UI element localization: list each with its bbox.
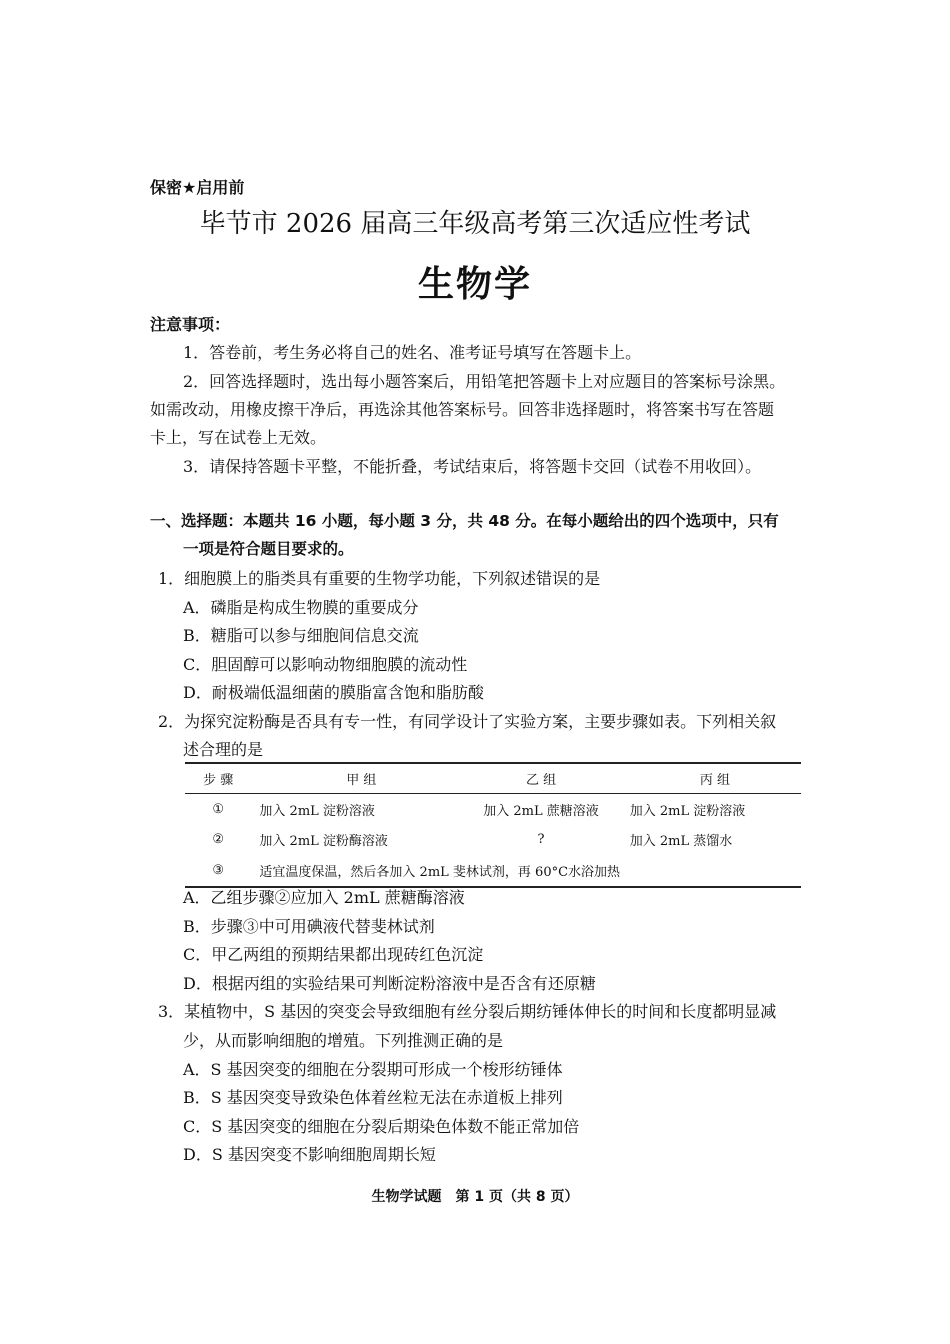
table-cell: 加入 2mL 淀粉溶液 [629,803,746,819]
notice-line: 3．请保持答题卡平整，不能折叠，考试结束后，将答题卡交回（试卷不用收回）。 [183,457,762,476]
table-row [185,825,801,856]
table-cell: 加入 2mL 蔗糖溶液 [483,803,599,819]
question-stem: 述合理的是 [183,740,264,759]
question-option: A．磷脂是构成生物膜的重要成分 [183,598,419,617]
subject-title: 生物学 [417,264,532,305]
notice-line: 1．答卷前，考生务必将自己的姓名、准考证号填写在答题卡上。 [183,343,642,362]
question-option: C．甲乙两组的预期结果都出现砖红色沉淀 [183,945,484,964]
table-cell: 适宜温度保温，然后各加入 2mL 斐林试剂，再 60°C水浴加热 [251,855,801,887]
notice-line: 卡上，写在试卷上无效。 [150,428,327,447]
question-option: B．S 基因突变导致染色体着丝粒无法在赤道板上排列 [183,1088,563,1107]
question-option: D．S 基因突变不影响细胞周期长短 [183,1145,436,1164]
experiment-table [185,762,801,888]
table-header: 步 骤 [185,763,251,794]
table-cell: 加入 2mL 淀粉溶液 [259,803,375,819]
table-cell: 加入 2mL 淀粉酶溶液 [259,834,388,850]
question-option: A．S 基因突变的细胞在分裂期可形成一个梭形纺锤体 [183,1060,563,1079]
question-option: A．乙组步骤②应加入 2mL 蔗糖酶溶液 [183,888,465,907]
table-cell: 加入 2mL 蒸馏水 [629,834,733,850]
exam-title: 毕节市 2026 届高三年级高考第三次适应性考试 [199,209,751,239]
table-row [185,855,801,887]
question-stem: 3．某植物中，S 基因的突变会导致细胞有丝分裂后期纺锤体伸长的时间和长度都明显减 [158,1002,777,1021]
confidential-mark: 保密★启用前 [150,178,245,197]
question-option: C．S 基因突变的细胞在分裂后期染色体数不能正常加倍 [183,1117,580,1136]
table-header: 丙 组 [618,763,801,794]
table-row [185,794,801,825]
page-footer: 生物学试题 第 1 页（共 8 页） [371,1189,579,1205]
table-cell: ③ [185,855,251,887]
question-option: B．步骤③中可用碘液代替斐林试剂 [183,917,435,936]
table-header-row [185,763,801,794]
table-header: 甲 组 [251,763,464,794]
question-option: D．根据丙组的实验结果可判断淀粉溶液中是否含有还原糖 [183,974,596,993]
question-option: C．胆固醇可以影响动物细胞膜的流动性 [183,655,468,674]
table-cell: ② [212,832,225,848]
question-stem: 1．细胞膜上的脂类具有重要的生物学功能，下列叙述错误的是 [158,569,601,588]
question-stem: 少，从而影响细胞的增殖。下列推测正确的是 [183,1031,504,1050]
table-header: 乙 组 [464,763,618,794]
notice-line: 2．回答选择题时，选出每小题答案后，用铅笔把答题卡上对应题目的答案标号涂黑。 [183,372,786,391]
table-cell: ? [537,832,545,848]
section-heading: 一、选择题：本题共 16 小题，每小题 3 分，共 48 分。在每小题给出的四个选项中，只有 [150,512,779,530]
question-stem: 2．为探究淀粉酶是否具有专一性，有同学设计了实验方案，主要步骤如表。下列相关叙 [158,712,777,731]
section-heading: 一项是符合题目要求的。 [183,540,354,558]
notice-line: 如需改动，用橡皮擦干净后，再选涂其他答案标号。回答非选择题时，将答案书写在答题 [150,400,775,419]
table-cell: ① [212,801,225,817]
notice-heading: 注意事项： [150,315,231,334]
question-option: D．耐极端低温细菌的膜脂富含饱和脂肪酸 [183,683,484,702]
question-option: B．糖脂可以参与细胞间信息交流 [183,626,419,645]
